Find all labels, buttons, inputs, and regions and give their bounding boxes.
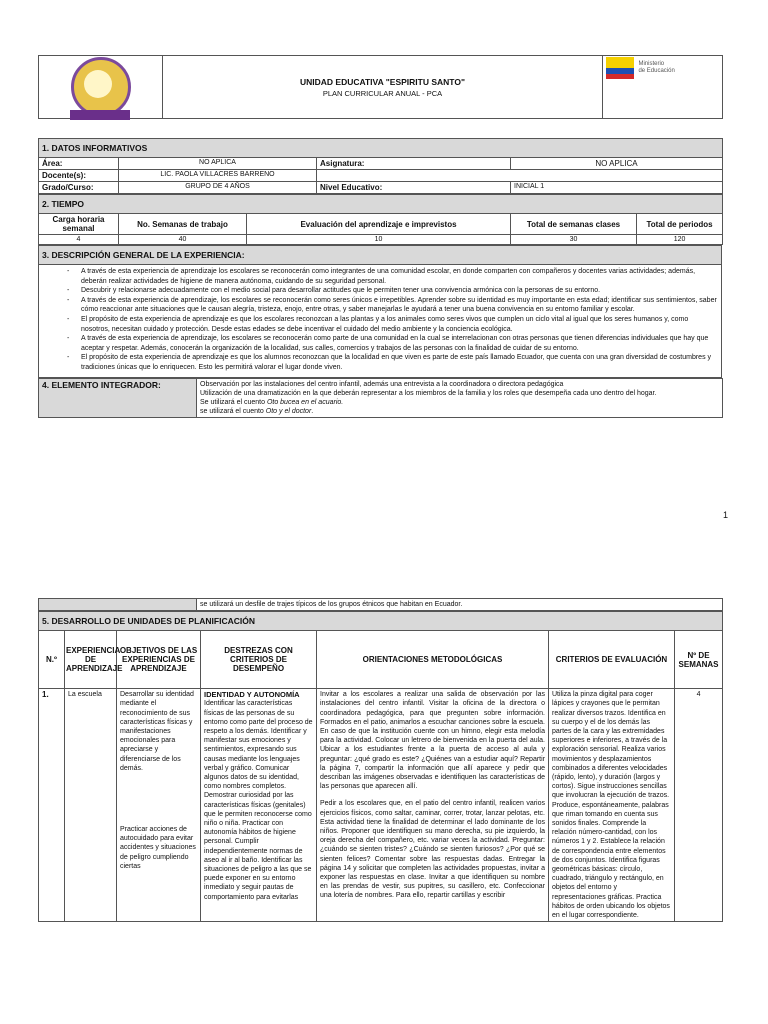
criterios-header: CRITERIOS DE EVALUACIÓN — [549, 631, 675, 689]
area-value: NO APLICA — [119, 158, 317, 170]
row-objetivos: Desarrollar su identidad mediante el reconocimiento de sus características físicas y manifestaciones emocionales para apreciarse y diferenciarse de los demás. Practicar acciones de autocuidado para evitar accidentes y situaciones de peligro cumpliendo ciertas — [117, 689, 201, 922]
section-4-title: 4. ELEMENTO INTEGRADOR: — [39, 378, 197, 418]
tiempo-table — [38, 194, 723, 245]
row-semanas: 4 — [675, 689, 723, 922]
header-title-cell — [163, 56, 603, 119]
destrezas-header: DESTREZAS CON CRITERIOS DE DESEMPEÑO — [201, 631, 317, 689]
objetivos-header: OBJETIVOS DE LAS EXPERIENCIAS DE APRENDIZAJE — [117, 631, 201, 689]
periodos-value: 120 — [637, 235, 723, 245]
integrador-content — [197, 378, 723, 418]
section-5-title: 5. DESARROLLO DE UNIDADES DE PLANIFICACIÓN — [39, 612, 723, 631]
school-logo — [71, 57, 131, 117]
page-1 — [38, 55, 722, 119]
ministry-logo: Ministerio de Educación — [638, 61, 675, 74]
ministry-logo-cell — [603, 56, 723, 119]
descripcion-cell — [39, 265, 722, 378]
num-header: N.º — [39, 631, 65, 689]
planificacion-table — [38, 611, 723, 922]
list-item: - A través de esta experiencia de aprendizaje los escolares se reconocerán como integrantes de una comunidad escolar, en donde comparten con compañeros y docentes varias actividades; además, deberán realizar actividades de higiene de manera autónoma, cuidando de su seguridad personal. — [81, 267, 717, 286]
carga-value: 4 — [39, 235, 119, 245]
datos-table — [38, 138, 723, 194]
docente-value: LIC. PAOLA VILLACRES BARRENO — [119, 170, 317, 182]
nivel-label: Nivel Educativo: — [317, 182, 511, 194]
eval-value: 10 — [247, 235, 511, 245]
eval-header: Evaluación del aprendizaje e imprevistos — [247, 214, 511, 235]
school-name: UNIDAD EDUCATIVA "ESPIRITU SANTO" — [299, 76, 465, 87]
section-2-title: 2. TIEMPO — [39, 195, 723, 214]
list-item: - Descubrir y relacionarse adecuadamente con el medio social para desarrollar actitudes que le permiten tener una convivencia armónica con la personas de su entorno. — [81, 286, 717, 296]
semanas-col-header: Nº DE SEMANAS — [675, 631, 723, 689]
carga-header: Carga horaria semanal — [39, 214, 119, 235]
list-item: - El propósito de esta experiencia de aprendizaje es que los escolares reconozcan a las plantas y a los animales como seres vivos que cumplen un ciclo vital al igual que los seres humanos y, como nosotros, necesitan cuidado y protección. Desde estas edades se debe incentivar el cuidado del medio ambiente y la conciencia ecológica. — [81, 315, 717, 334]
descripcion-list — [43, 267, 717, 373]
docente-label: Docente(s): — [39, 170, 119, 182]
asignatura-value: NO APLICA — [511, 158, 723, 170]
asignatura-label: Asignatura: — [317, 158, 511, 170]
integrador-table — [38, 378, 723, 419]
semanas-value: 40 — [119, 235, 247, 245]
experiencia-header: EXPERIENCIA DE APRENDIZAJE — [65, 631, 117, 689]
page-1-body — [38, 138, 722, 418]
page-number: 1 — [722, 510, 728, 520]
section-1-title: 1. DATOS INFORMATIVOS — [39, 139, 723, 158]
grado-label: Grado/Curso: — [39, 182, 119, 194]
total-semanas-value: 30 — [511, 235, 637, 245]
table-row — [39, 689, 723, 922]
area-label: Área: — [39, 158, 119, 170]
school-logo-cell — [39, 56, 163, 119]
list-item: - El propósito de esta experiencia de aprendizaje es que los alumnos reconozcan que la localidad en que viven es parte de este país llamado Ecuador, que cuenta con una gran diversidad de costumbres y tradiciones únicas que lo enriquecen. Esto les permitirá valorar el lugar donde viven. — [81, 353, 717, 372]
orientaciones-header: ORIENTACIONES METODOLÓGICAS — [317, 631, 549, 689]
list-item: - A través de esta experiencia de aprendizaje, los escolares se reconocerán como parte de una comunidad en la cual se interrelacionan con otras personas que tienen diferencias individuales que hay que aceptar y respetar. Además, conocerán la organización de la localidad, sus calles, comercios y trabajos de las personas con la finalidad de cuidar de su entorno. — [81, 334, 717, 353]
integrador-line-2: Utilización de una dramatización en la que deberán representar a los miembros de la familia y los roles que desempeña cada uno dentro del hogar. — [200, 389, 657, 397]
row-destrezas: IDENTIDAD Y AUTONOMÍA Identificar las características físicas de las personas de su entorno como parte del proceso de respeto a los demás. Identificar y manifestar sus emociones y sentimientos, expresando sus causas mediante los lenguajes verbal y gráfico. Comunicar algunos datos de su identidad, como nombres completos. Demostrar curiosidad por las características físicas (genitales) que le permiten reconocerse como niño o niña. Practicar con autonomía hábitos de higiene personal. Cumplir independientemente normas de aseo al ir al baño. Identificar las situaciones de peligro a las que se puede exponer en su entorno inmediato y seguir pautas de comportamiento para evitarlas — [201, 689, 317, 922]
row-experiencia: La escuela — [65, 689, 117, 922]
row-criterios: Utiliza la pinza digital para coger lápices y crayones que le permitan realizar diversos trazos. Identifica en su cuerpo y el de los demás las partes de la cara y las extremidades superiores e inferiores, a través de la exploración sensorial. Realiza varios movimientos y desplazamientos combinados a diferentes velocidades (rápido, lento), y duración (largos y cortos). Sigue instrucciones sencillas que involucran la ejecución de trazos. Produce, espontáneamente, palabras que riman tomando en cuenta sus sonidos finales. Comprende la relación número-cantidad, con los números 1 y 2. Establece la relación de correspondencia entre elementos de dos conjuntos. Identifica figuras geométricas básicas: círculo, cuadrado, triángulo y rectángulo, en objetos del entorno y representaciones gráficas. Practica hábitos de orden ubicando los objetos en el lugar correspondiente. — [549, 689, 675, 922]
ecuador-flag-icon — [606, 57, 634, 79]
integrador-line-5: se utilizará un desfile de trajes típicos de los grupos étnicos que habitan en Ecuador. — [197, 599, 723, 611]
page-2 — [38, 598, 722, 922]
header-table — [38, 55, 723, 119]
integrador-line-3: Se utilizará el cuento Oto bucea en el acuario. — [200, 398, 344, 406]
periodos-header: Total de periodos — [637, 214, 723, 235]
total-semanas-header: Total de semanas clases — [511, 214, 637, 235]
row-number: 1. — [39, 689, 65, 922]
plan-name: PLAN CURRICULAR ANUAL - PCA — [322, 88, 443, 98]
integrador-line-4: se utilizará el cuento Oto y el doctor. — [200, 408, 314, 416]
row-orientaciones: Invitar a los escolares a realizar una salida de observación por las instalaciones del centro infantil. Visitar la oficina de la directora o coordinadora pedagógica, para que pregunten sobre información. Formados en el patio, animarlos a escuchar canciones sobre la escuela. En caso de que la institución cuente con un himno, elegir esta melodía para la actividad. Colocar un letrero de bienvenida en la puerta del aula. Ubicar a los estudiantes frente a la puerta de acceso al aula y preguntar: ¿qué grado es este? ¿Quiénes van a estudiar aquí? Repartir la página 7, compartir la información que allí aparece y pedir que describan las imágenes observadas e identifiquen las características de las personas que aparecen allí. Pedir a los escolares que, en el patio del centro infantil, realicen varios ejercicios físicos, como saltar, caminar, correr, trotar, lanzar pelotas, etc. Esta actividad tiene la finalidad de determinar el lado dominante de los niños. Proponer que identifiquen su mano derecha, su pie izquierdo, la oreja derecha del compañero, etc. variar veces la actividad. Preguntar: ¿cuándo se sienten tristes? ¿Cuándo se sienten furiosos? ¿Por qué se sienten felices? Comentar sobre las respuestas dadas. Entregar la página 14 y solicitar que completen las actividades propuestas, invitar a exponer las respuestas en clase. Invitar a que identifiquen su nombre en las prendas de vestir, sus pupitres, su casillero, etc. Confeccionar una lotería de nombres. Para ello, repartir cartillas y escribir — [317, 689, 549, 922]
integrador-line-1: Observación por las instalaciones del centro infantil, además una entrevista a la coordinadora o directora pedagógica — [200, 380, 564, 388]
grado-value: GRUPO DE 4 AÑOS — [119, 182, 317, 194]
section-3-title: 3. DESCRIPCIÓN GENERAL DE LA EXPERIENCIA: — [39, 246, 722, 265]
descripcion-table — [38, 245, 722, 378]
semanas-header: No. Semanas de trabajo — [119, 214, 247, 235]
integrador-continued-table — [38, 598, 723, 611]
list-item: - A través de esta experiencia de aprendizaje, los escolares se reconocerán como seres únicos e irrepetibles. Aprender sobre su identidad es muy importante en esta edad; identificar sus sentimientos, saber cómo reaccionar ante situaciones que le causan alegría, tristeza, enojo, entre otras, y saber manejarlas le ayudará a tener una buena convivencia en su entorno familiar y escolar. — [81, 296, 717, 315]
nivel-value: INICIAL 1 — [511, 182, 723, 194]
